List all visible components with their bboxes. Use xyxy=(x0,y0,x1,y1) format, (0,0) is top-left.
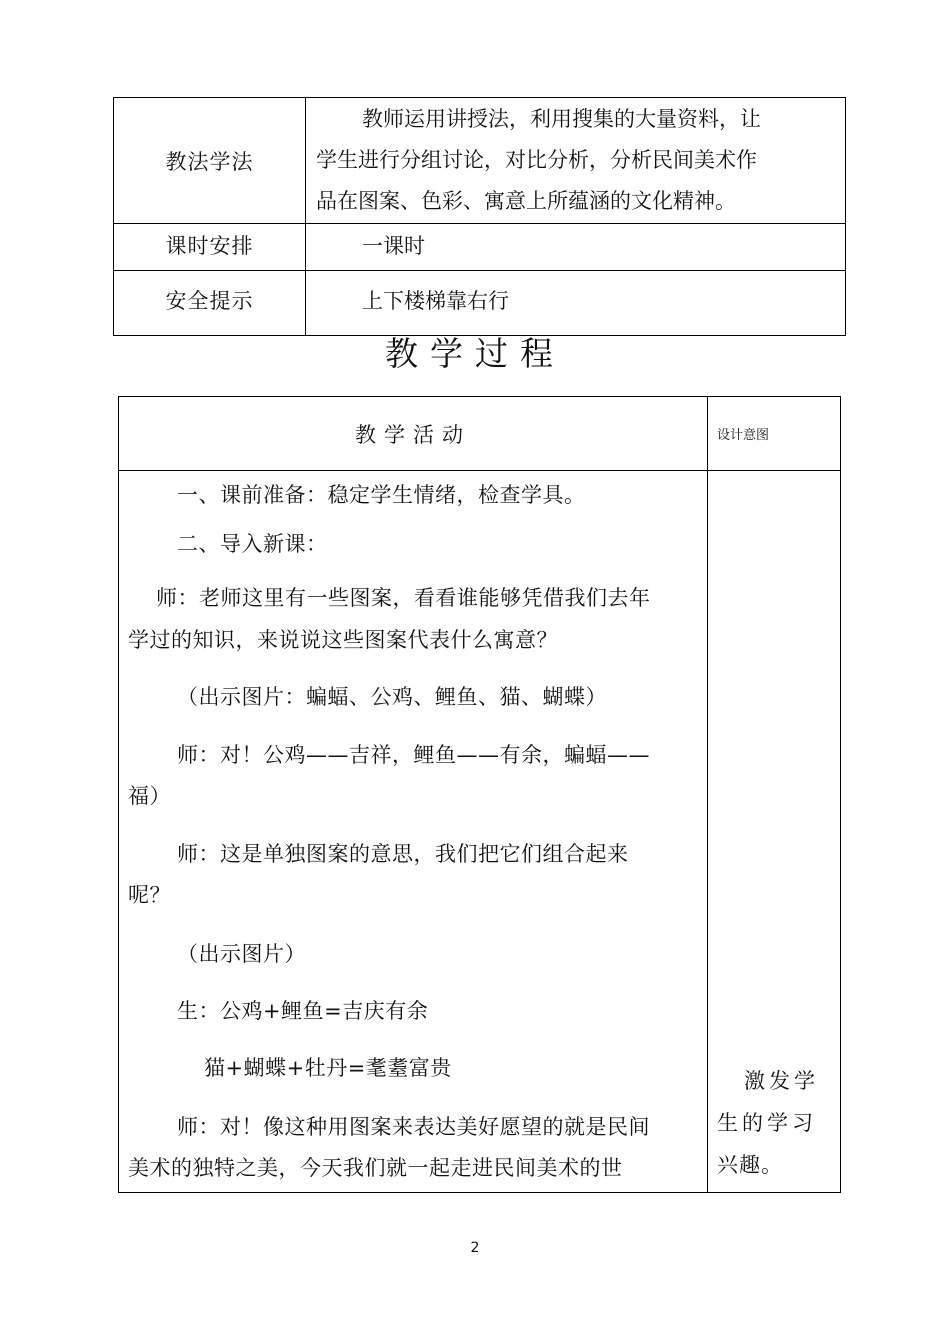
page-number: 2 xyxy=(470,1240,480,1256)
method-line-1: 教师运用讲授法，利用搜集的大量资料，让 xyxy=(362,107,761,131)
section-title: 教学过程 xyxy=(385,334,565,373)
activity-line: 学过的知识，来说说这些图案代表什么寓意？ xyxy=(128,628,558,652)
activity-line: 一、课前准备：稳定学生情绪，检查学具。 xyxy=(177,483,586,507)
activity-line: 师：老师这里有一些图案，看看谁能够凭借我们去年 xyxy=(156,586,651,610)
header-activity: 教学活动 xyxy=(119,397,708,471)
header-intent: 设计意图 xyxy=(708,397,841,471)
intent-line: 生的学习 xyxy=(717,1111,817,1135)
activity-line: 美术的独特之美，今天我们就一起走进民间美术的世 xyxy=(128,1156,623,1180)
schedule-label: 课时安排 xyxy=(114,224,306,271)
activity-line: 猫+蝴蝶+牡丹=耄耋富贵 xyxy=(204,1056,452,1080)
activity-line: 呢？ xyxy=(128,883,171,907)
safety-value: 上下楼梯靠右行 xyxy=(306,271,846,336)
schedule-value: 一课时 xyxy=(306,224,846,271)
activity-line: （出示图片：蝙蝠、公鸡、鲤鱼、猫、蝴蝶） xyxy=(177,685,607,709)
activity-line: 生：公鸡+鲤鱼=吉庆有余 xyxy=(177,999,429,1023)
activity-line: 二、导入新课： xyxy=(177,532,328,556)
method-label: 教法学法 xyxy=(114,98,306,224)
intent-cell xyxy=(708,471,841,1193)
intent-line: 激发学 xyxy=(744,1069,819,1093)
activity-cell xyxy=(119,471,708,1193)
activity-line: 师：这是单独图案的意思，我们把它们组合起来 xyxy=(177,842,629,866)
method-value xyxy=(306,98,846,224)
lesson-info-table xyxy=(113,97,846,336)
method-line-3: 品在图案、色彩、寓意上所蕴涵的文化精神。 xyxy=(316,189,736,213)
process-table xyxy=(118,396,841,1193)
activity-line: 师：对！像这种用图案来表达美好愿望的就是民间 xyxy=(177,1115,650,1139)
safety-label: 安全提示 xyxy=(114,271,306,336)
activity-line: （出示图片） xyxy=(177,942,306,966)
intent-line: 兴趣。 xyxy=(717,1153,783,1177)
activity-line: 福） xyxy=(128,784,171,808)
method-line-2: 学生进行分组讨论，对比分析，分析民间美术作 xyxy=(316,148,757,172)
activity-line: 师：对！公鸡——吉祥，鲤鱼——有余，蝙蝠—— xyxy=(177,743,650,767)
